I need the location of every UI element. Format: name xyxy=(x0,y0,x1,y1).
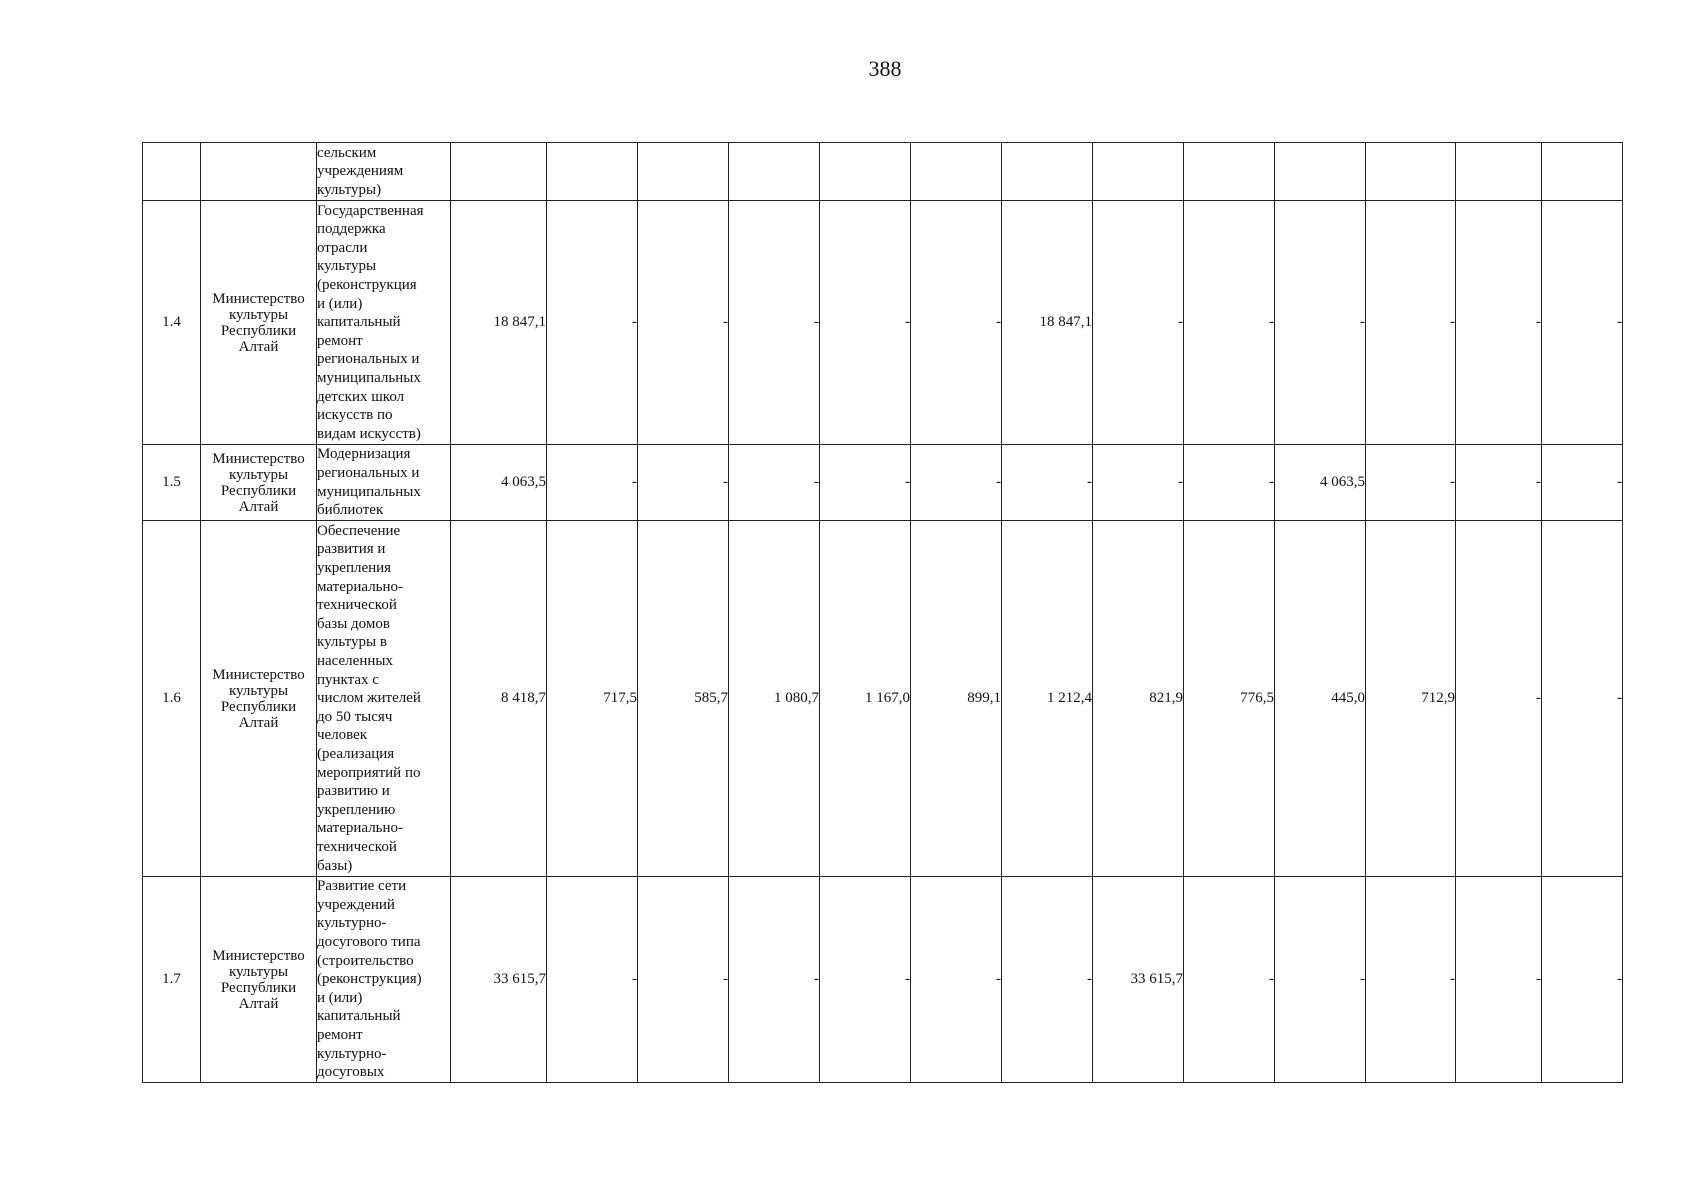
row-number: 1.7 xyxy=(143,877,201,1083)
year-value-cell: - xyxy=(1456,877,1542,1083)
row-number: 1.6 xyxy=(143,521,201,877)
year-value-cell: - xyxy=(1184,445,1275,521)
year-value-cell: 821,9 xyxy=(1093,521,1184,877)
table-row xyxy=(143,201,1623,445)
year-value-cell: - xyxy=(1366,877,1456,1083)
year-value-cell: - xyxy=(1275,877,1366,1083)
year-value-cell: - xyxy=(1542,445,1623,521)
year-value-cell: 18 847,1 xyxy=(1002,201,1093,445)
year-value-cell: - xyxy=(1542,521,1623,877)
total-value-cell: 8 418,7 xyxy=(451,521,547,877)
table-row xyxy=(143,143,1623,201)
year-value-cell: - xyxy=(1184,201,1275,445)
year-value-cell xyxy=(1366,143,1456,201)
year-value-cell: - xyxy=(1456,201,1542,445)
year-value-cell xyxy=(638,143,729,201)
responsible-organization: Министерство культуры Республики Алтай xyxy=(201,201,317,445)
budget-table xyxy=(142,142,1623,1083)
year-value-cell: - xyxy=(1366,201,1456,445)
table-body xyxy=(143,143,1623,1083)
year-value-cell: - xyxy=(1002,445,1093,521)
year-value-cell: - xyxy=(729,201,820,445)
year-value-cell xyxy=(1184,143,1275,201)
row-number: 1.5 xyxy=(143,445,201,521)
year-value-cell: 899,1 xyxy=(911,521,1002,877)
year-value-cell: - xyxy=(1184,877,1275,1083)
year-value-cell: - xyxy=(547,877,638,1083)
year-value-cell xyxy=(1456,143,1542,201)
measure-description: Обеспечение развития и укрепления материально- технической базы домов культуры в населенных пунктах с числом жителей до 50 тысяч человек (реализация мероприятий по развитию и укреплению материально- технической базы) xyxy=(317,521,451,877)
total-value-cell: 18 847,1 xyxy=(451,201,547,445)
year-value-cell: 1 212,4 xyxy=(1002,521,1093,877)
year-value-cell xyxy=(820,143,911,201)
year-value-cell: - xyxy=(1275,201,1366,445)
year-value-cell: - xyxy=(1093,445,1184,521)
year-value-cell: 717,5 xyxy=(547,521,638,877)
table-row xyxy=(143,445,1623,521)
year-value-cell: - xyxy=(729,877,820,1083)
responsible-organization: Министерство культуры Республики Алтай xyxy=(201,445,317,521)
measure-description: Модернизация региональных и муниципальных библиотек xyxy=(317,445,451,521)
responsible-organization xyxy=(201,143,317,201)
year-value-cell: 4 063,5 xyxy=(1275,445,1366,521)
year-value-cell: - xyxy=(729,445,820,521)
total-value-cell: 4 063,5 xyxy=(451,445,547,521)
table-row xyxy=(143,877,1623,1083)
year-value-cell xyxy=(729,143,820,201)
total-value-cell xyxy=(451,143,547,201)
year-value-cell: 776,5 xyxy=(1184,521,1275,877)
year-value-cell: 1 080,7 xyxy=(729,521,820,877)
year-value-cell: - xyxy=(547,445,638,521)
year-value-cell: - xyxy=(547,201,638,445)
year-value-cell: - xyxy=(820,201,911,445)
year-value-cell: - xyxy=(638,445,729,521)
year-value-cell: 445,0 xyxy=(1275,521,1366,877)
page-number: 388 xyxy=(868,56,902,81)
row-number: 1.4 xyxy=(143,201,201,445)
year-value-cell: - xyxy=(1542,877,1623,1083)
year-value-cell: - xyxy=(1456,521,1542,877)
year-value-cell: - xyxy=(638,201,729,445)
year-value-cell: - xyxy=(820,877,911,1083)
year-value-cell: 33 615,7 xyxy=(1093,877,1184,1083)
year-value-cell xyxy=(911,143,1002,201)
year-value-cell: - xyxy=(638,877,729,1083)
responsible-organization: Министерство культуры Республики Алтай xyxy=(201,877,317,1083)
table-row xyxy=(143,521,1623,877)
responsible-organization: Министерство культуры Республики Алтай xyxy=(201,521,317,877)
year-value-cell xyxy=(547,143,638,201)
year-value-cell: - xyxy=(1542,201,1623,445)
measure-description: Развитие сети учреждений культурно- досугового типа (строительство (реконструкция) и (или) капитальный ремонт культурно- досуговых xyxy=(317,877,451,1083)
year-value-cell: - xyxy=(911,445,1002,521)
year-value-cell: - xyxy=(911,877,1002,1083)
measure-description: Государственная поддержка отрасли культуры (реконструкция и (или) капитальный ремонт региональных и муниципальных детских школ искусств по видам искусств) xyxy=(317,201,451,445)
year-value-cell: 585,7 xyxy=(638,521,729,877)
year-value-cell: 712,9 xyxy=(1366,521,1456,877)
year-value-cell xyxy=(1542,143,1623,201)
measure-description: сельским учреждениям культуры) xyxy=(317,143,451,201)
year-value-cell xyxy=(1275,143,1366,201)
year-value-cell: - xyxy=(1366,445,1456,521)
year-value-cell xyxy=(1093,143,1184,201)
year-value-cell: 1 167,0 xyxy=(820,521,911,877)
row-number xyxy=(143,143,201,201)
year-value-cell: - xyxy=(1456,445,1542,521)
year-value-cell: - xyxy=(1002,877,1093,1083)
year-value-cell: - xyxy=(1093,201,1184,445)
year-value-cell xyxy=(1002,143,1093,201)
total-value-cell: 33 615,7 xyxy=(451,877,547,1083)
year-value-cell: - xyxy=(820,445,911,521)
year-value-cell: - xyxy=(911,201,1002,445)
